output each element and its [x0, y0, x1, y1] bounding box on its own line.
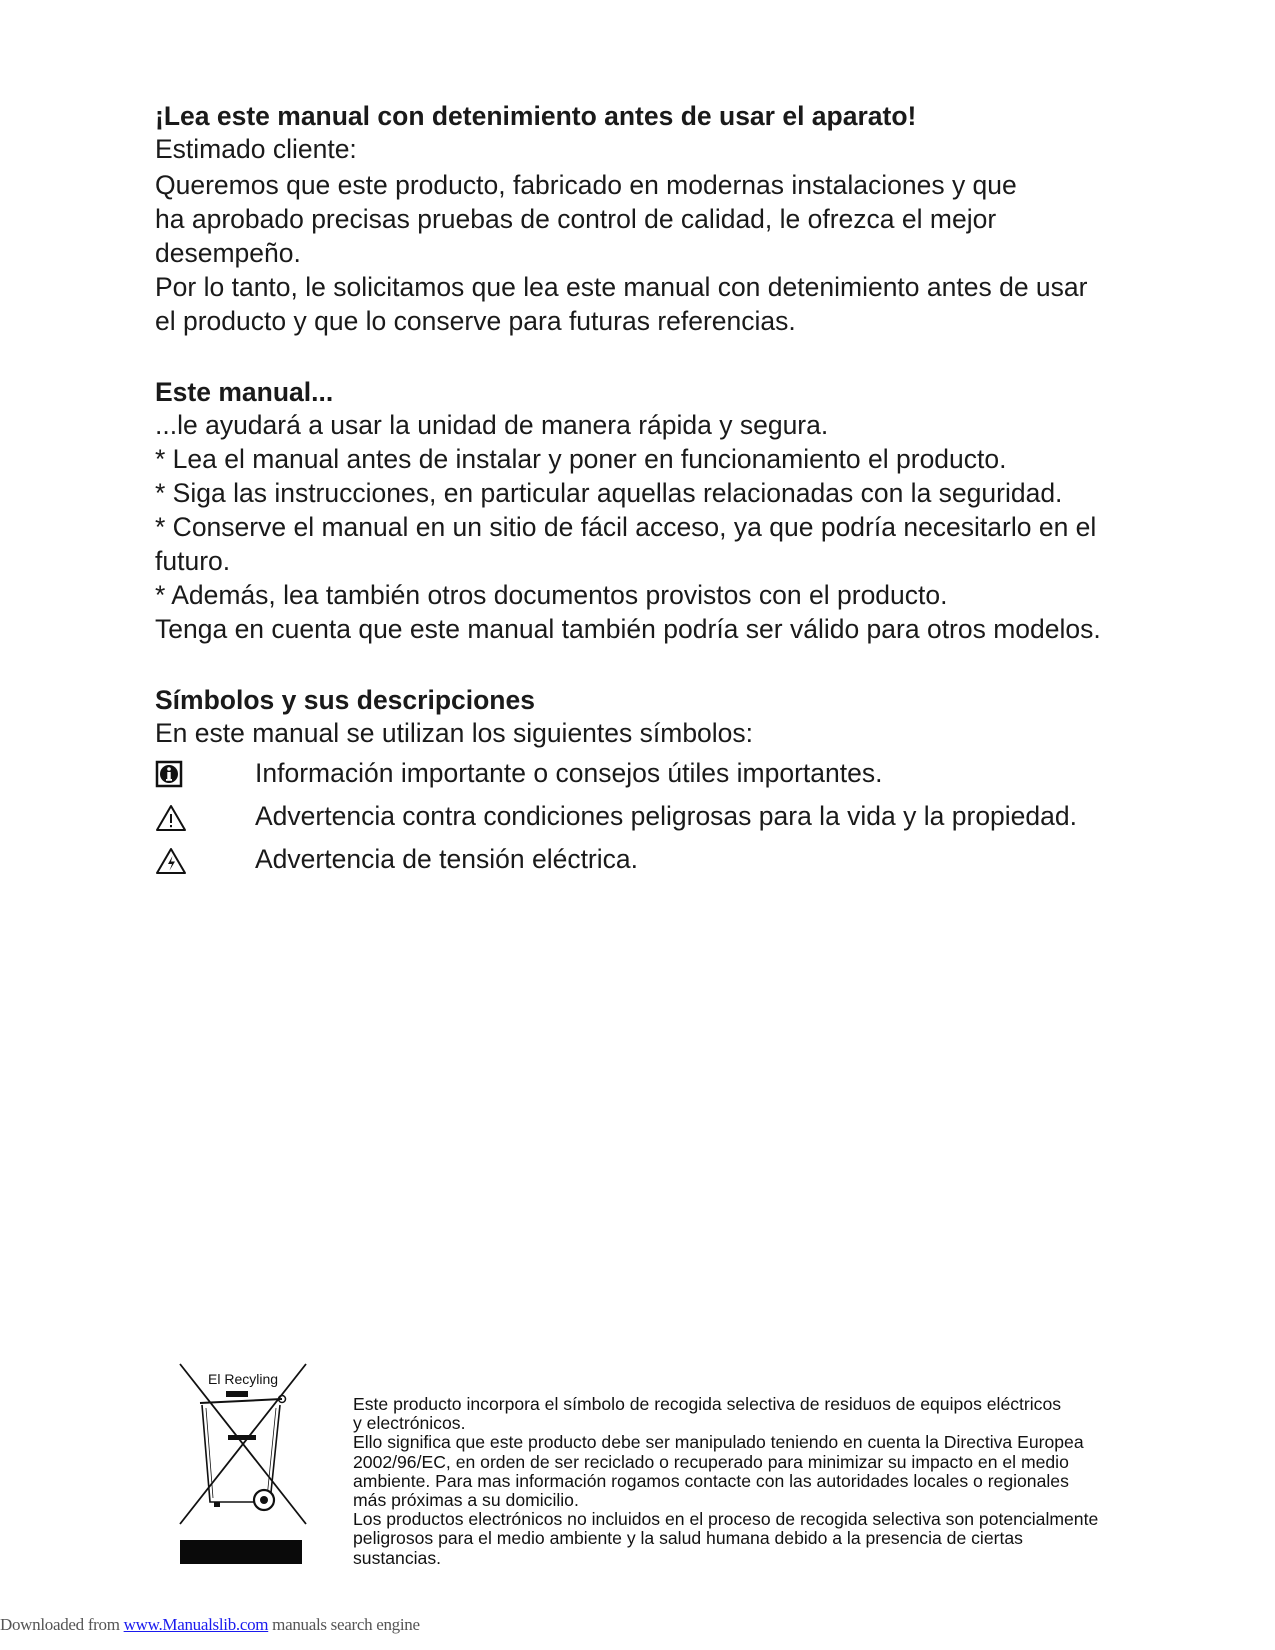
symbol-description: Información importante o consejos útiles importantes. — [255, 758, 883, 788]
manual-line: * Lea el manual antes de instalar y poner en funcionamiento el producto. — [155, 444, 1007, 474]
footer-suffix: manuals search engine — [268, 1615, 420, 1634]
intro-paragraph-line: Por lo tanto, le solicitamos que lea este manual con detenimiento antes de usar — [155, 272, 1088, 302]
intro-paragraph-line: el producto y que lo conserve para futuras referencias. — [155, 306, 796, 336]
symbols-heading: Símbolos y sus descripciones — [155, 685, 535, 715]
manual-heading: Este manual... — [155, 377, 334, 407]
symbol-row-warning — [155, 799, 1115, 842]
manual-line: * Además, lea también otros documentos provistos con el producto. — [155, 580, 948, 610]
intro-heading: ¡Lea este manual con detenimiento antes de usar el aparato! — [155, 101, 917, 131]
weee-line: más próximas a su domicilio. — [353, 1490, 579, 1511]
manual-section — [155, 376, 1115, 646]
weee-line: y electrónicos. — [353, 1413, 466, 1434]
weee-disposal-notice — [353, 1395, 1123, 1568]
manual-line: Tenga en cuenta que este manual también podría ser válido para otros modelos. — [155, 614, 1101, 644]
manual-line: * Conserve el manual en un sitio de fácil acceso, ya que podría necesitarlo en el — [155, 512, 1097, 542]
manualslib-link[interactable]: www.Manualslib.com — [123, 1615, 269, 1634]
intro-paragraph-line: ha aprobado precisas pruebas de control de calidad, le ofrezca el mejor — [155, 204, 997, 234]
symbol-description: Advertencia de tensión eléctrica. — [255, 844, 638, 874]
warning-icon — [155, 803, 187, 833]
page-content — [155, 100, 1115, 885]
electric-warning-icon — [155, 846, 187, 876]
symbols-intro: En este manual se utilizan los siguientes símbolos: — [155, 718, 754, 748]
intro-paragraph-line: Queremos que este producto, fabricado en modernas instalaciones y que — [155, 170, 1017, 200]
weee-line: peligrosos para el medio ambiente y la salud humana debido a la presencia de ciertas — [353, 1528, 1023, 1549]
greeting: Estimado cliente: — [155, 134, 357, 164]
weee-line: Este producto incorpora el símbolo de recogida selectiva de residuos de equipos eléctricos — [353, 1394, 1062, 1414]
manual-line: futuro. — [155, 546, 231, 576]
footer-prefix: Downloaded from — [0, 1615, 124, 1634]
info-icon — [155, 760, 187, 790]
weee-recycling-bin-icon — [178, 1362, 312, 1572]
weee-line: sustancias. — [353, 1547, 442, 1568]
weee-line: ambiente. Para mas información rogamos contacte con las autoridades locales o regionales — [353, 1470, 1069, 1491]
manual-line: * Siga las instrucciones, en particular aquellas relacionadas con la seguridad. — [155, 478, 1063, 508]
weee-line: 2002/96/EC, en orden de ser reciclado o recuperado para minimizar su impacto en el medio — [353, 1451, 1069, 1472]
download-footer — [0, 1615, 420, 1635]
intro-paragraph-line: desempeño. — [155, 238, 301, 268]
symbol-row-electric — [155, 842, 1115, 885]
weee-line: Los productos electrónicos no incluidos en el proceso de recogida selectiva son potencialmente — [353, 1509, 1099, 1530]
weee-line: Ello significa que este producto debe ser manipulado teniendo en cuenta la Directiva Europea — [353, 1432, 1084, 1453]
symbol-row-info — [155, 756, 1115, 799]
recycling-logo-label: El Recyling — [208, 1371, 279, 1387]
symbol-description: Advertencia contra condiciones peligrosas para la vida y la propiedad. — [255, 801, 1077, 831]
symbols-section — [155, 684, 1115, 885]
manual-line: ...le ayudará a usar la unidad de manera rápida y segura. — [155, 410, 829, 440]
